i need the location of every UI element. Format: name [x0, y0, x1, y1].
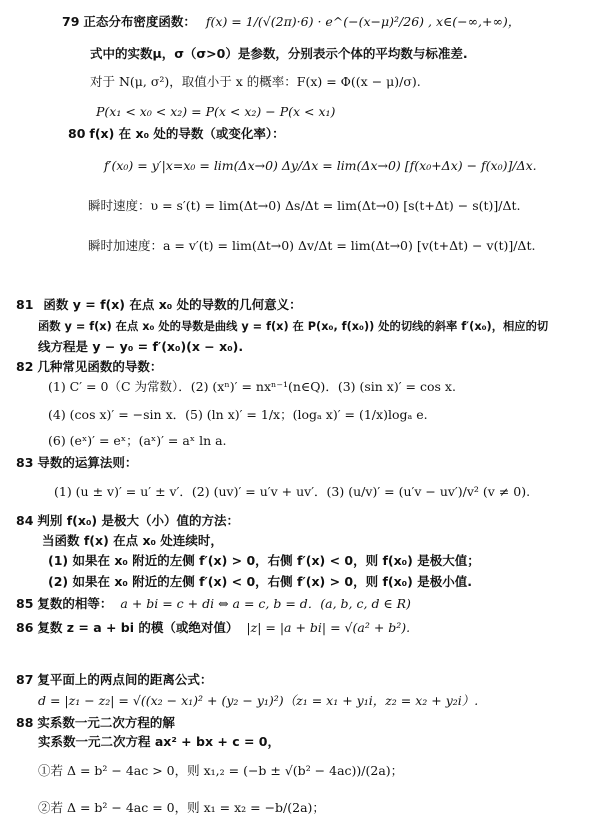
- item-81-heading: 81 函数 y = f(x) 在点 x₀ 处的导数的几何意义：: [16, 297, 302, 312]
- formula-line: 对于 N(μ, σ²)，取值小于 x 的概率：F(x) = Φ((x − μ)/σ).: [90, 74, 421, 89]
- formula-line: 瞬时加速度：a = v′(t) = lim(Δt→0) Δv/Δt = lim(Δt→0) [v(t+Δt) − v(t)]/Δt.: [88, 238, 536, 253]
- item-80-heading: 80 f(x) 在 x₀ 处的导数（或变化率）：: [68, 126, 285, 141]
- item-85-heading: 85 复数的相等： a + bi = c + di ⇔ a = c, b = d．(a, b, c, d ∈ R): [16, 596, 411, 611]
- item-83-heading: 83 导数的运算法则：: [16, 455, 138, 470]
- item-number: 79: [62, 14, 80, 29]
- item-88-heading: 88 实系数一元二次方程的解: [16, 715, 175, 730]
- item-87-heading: 87 复平面上的两点间的距离公式：: [16, 672, 213, 687]
- text-line: 函数 y = f(x) 在点 x₀ 处的导数是曲线 y = f(x) 在 P(x₀, f(x₀)) 处的切线的斜率 f′(x₀)，相应的切: [38, 320, 549, 333]
- text-line: 线方程是 y − y₀ = f′(x₀)(x − x₀).: [38, 339, 244, 354]
- formula-line: (4) (cos x)′ = −sin x．(5) (ln x)′ = 1/x；(logₐ x)′ = (1/x)logₐ e.: [48, 407, 428, 422]
- formula: a + bi = c + di ⇔ a = c, b = d．(a, b, c, d ∈ R): [120, 596, 411, 611]
- formula: f(x) = 1/(√(2π)·6) · e^(−(x−μ)²/26) , x∈(−∞,+∞)，: [205, 14, 521, 29]
- formula-line: d = |z₁ − z₂| = √((x₂ − x₁)² + (y₂ − y₁)²)（z₁ = x₁ + y₁i，z₂ = x₂ + y₂i）.: [38, 693, 479, 708]
- item-86-heading: 86 复数 z = a + bi 的模（或绝对值） |z| = |a + bi| = √(a² + b²).: [16, 620, 411, 635]
- formula-line: P(x₁ < x₀ < x₂) = P(x < x₂) − P(x < x₁): [96, 104, 336, 119]
- formula-line: (6) (eˣ)′ = eˣ；(aˣ)′ = aˣ ln a.: [48, 433, 227, 448]
- formula-line: (1) C′ = 0（C 为常数）．(2) (xⁿ)′ = nxⁿ⁻¹(n∈Q)．(3) (sin x)′ = cos x.: [48, 379, 456, 394]
- text-line: 当函数 f(x) 在点 x₀ 处连续时，: [42, 533, 223, 548]
- formula-line: f′(x₀) = y′|x=x₀ = lim(Δx→0) Δy/Δx = lim(Δx→0) [f(x₀+Δx) − f(x₀)]/Δx.: [104, 158, 537, 173]
- item-title: 正态分布密度函数：: [83, 14, 196, 29]
- formula: |z| = |a + bi| = √(a² + b²).: [246, 620, 411, 635]
- formula-line: ①若 Δ = b² − 4ac > 0，则 x₁,₂ = (−b ± √(b² − 4ac))/(2a)；: [38, 763, 404, 778]
- item-84-heading: 84 判别 f(x₀) 是极大（小）值的方法：: [16, 513, 239, 528]
- formula-line: ②若 Δ = b² − 4ac = 0，则 x₁ = x₂ = −b/(2a)；: [38, 800, 325, 815]
- text-line: (1) 如果在 x₀ 附近的左侧 f′(x) > 0，右侧 f′(x) < 0，则 f(x₀) 是极大值；: [48, 553, 480, 568]
- formula-line: 瞬时速度：υ = s′(t) = lim(Δt→0) Δs/Δt = lim(Δt→0) [s(t+Δt) − s(t)]/Δt.: [88, 198, 521, 213]
- text-line: (2) 如果在 x₀ 附近的左侧 f′(x) < 0，右侧 f′(x) > 0，则 f(x₀) 是极小值.: [48, 574, 472, 589]
- item-82-heading: 82 几种常见函数的导数：: [16, 359, 163, 374]
- formula-line: (1) (u ± v)′ = u′ ± v′．(2) (uv)′ = u′v + uv′．(3) (u/v)′ = (u′v − uv′)/v² (v ≠ 0).: [54, 484, 531, 499]
- text-line: 式中的实数μ，σ（σ>0）是参数，分别表示个体的平均数与标准差.: [90, 46, 468, 61]
- text-line: 实系数一元二次方程 ax² + bx + c = 0，: [38, 734, 280, 749]
- item-79-heading: [62, 14, 520, 30]
